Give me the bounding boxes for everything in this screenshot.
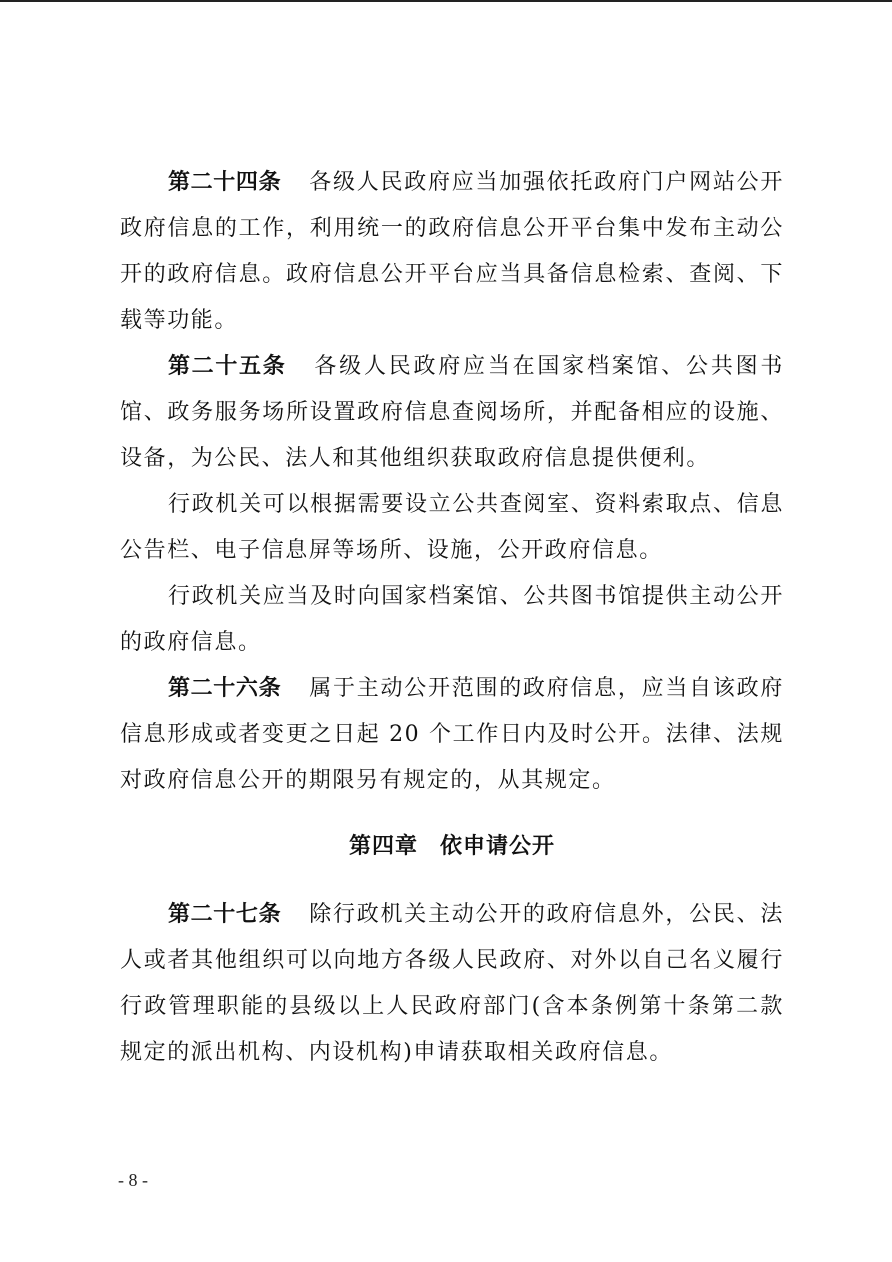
article-25-paragraph	[120, 344, 784, 482]
article-27-paragraph	[120, 892, 784, 1076]
article-26-label: 第二十六条	[168, 676, 282, 701]
page-top-border	[0, 0, 892, 2]
article-24-text: 各级人民政府应当加强依托政府门户网站公开政府信息的工作，利用统一的政府信息公开平台集中发布主动公开的政府信息。政府信息公开平台应当具备信息检索、查阅、下载等功能。	[120, 170, 784, 333]
article-25-clause-2-text: 行政机关可以根据需要设立公共查阅室、资料索取点、信息公告栏、电子信息屏等场所、设施，公开政府信息。	[120, 492, 784, 563]
document-body	[120, 160, 784, 1076]
page-number: - 8 -	[118, 1170, 148, 1190]
article-25-text: 各级人民政府应当在国家档案馆、公共图书馆、政务服务场所设置政府信息查阅场所，并配备相应的设施、设备，为公民、法人和其他组织获取政府信息提供便利。	[120, 354, 784, 471]
article-26-paragraph	[120, 666, 784, 804]
article-24-paragraph	[120, 160, 784, 344]
chapter-number: 第四章	[348, 834, 418, 859]
article-25-label: 第二十五条	[168, 354, 287, 379]
article-24-label: 第二十四条	[168, 170, 282, 195]
article-25-clause-2	[120, 482, 784, 574]
chapter-title: 依申请公开	[440, 834, 556, 859]
article-27-text: 除行政机关主动公开的政府信息外，公民、法人或者其他组织可以向地方各级人民政府、对外以自己名义履行行政管理职能的县级以上人民政府部门(含本条例第十条第二款规定的派出机构、内设机构)申请获取相关政府信息。	[120, 902, 784, 1065]
chapter-heading	[120, 824, 784, 870]
article-27-label: 第二十七条	[168, 902, 282, 927]
article-26-text: 属于主动公开范围的政府信息，应当自该政府信息形成或者变更之日起 20 个工作日内及时公开。法律、法规对政府信息公开的期限另有规定的，从其规定。	[120, 676, 784, 793]
article-25-clause-3	[120, 574, 784, 666]
article-25-clause-3-text: 行政机关应当及时向国家档案馆、公共图书馆提供主动公开的政府信息。	[120, 584, 784, 655]
